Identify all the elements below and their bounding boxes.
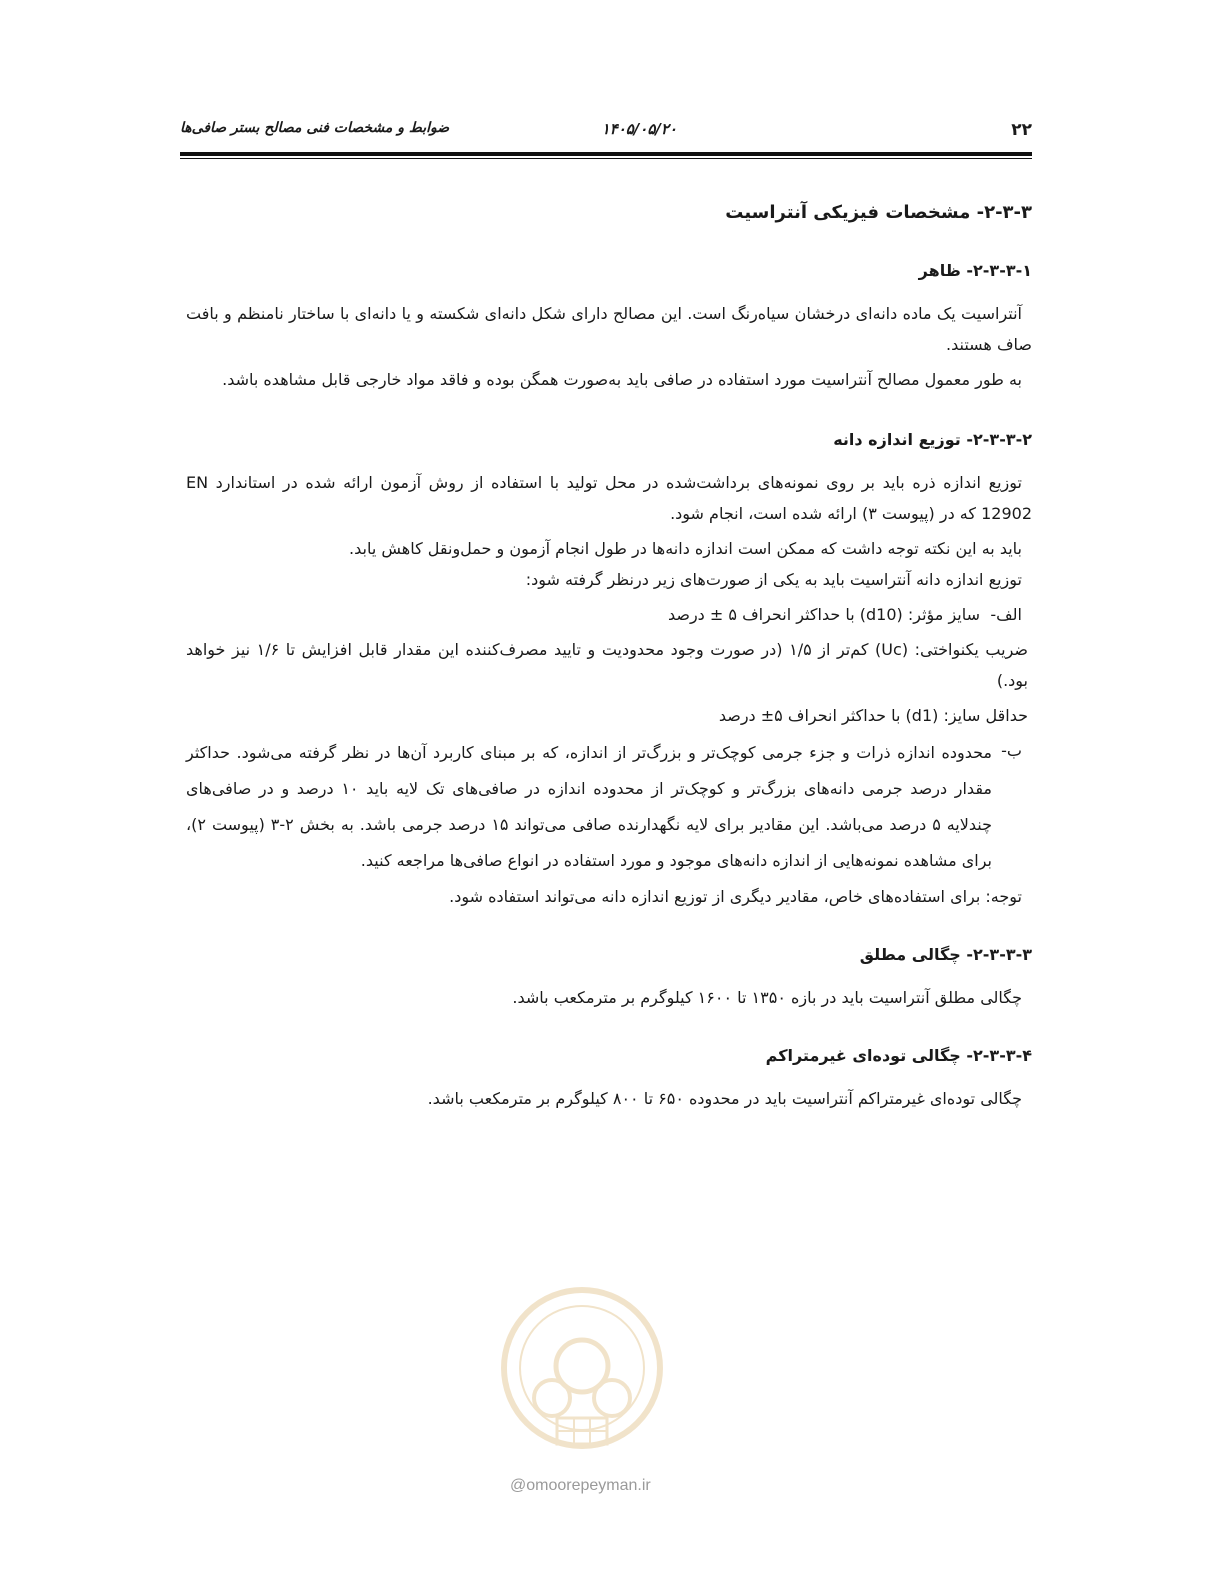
paragraph: توزیع اندازه دانه آنتراسیت باید به یکی از صورت‌های زیر درنظر گرفته شود: <box>525 570 1022 589</box>
list-line: سایز مؤثر: (d10) با حداکثر انحراف ۵ ± درصد <box>667 605 980 624</box>
subsection-heading-absolute-density: ۲-۳-۳-۳- چگالی مطلق <box>859 945 1032 964</box>
subsection-heading-grain-size: ۲-۳-۳-۲- توزیع اندازه دانه <box>833 430 1032 449</box>
document-body <box>186 196 1032 1114</box>
list-item-a <box>186 599 1032 731</box>
paragraph: چگالی مطلق آنتراسیت باید در بازه ۱۳۵۰ تا ۱۶۰۰ کیلوگرم بر مترمکعب باشد. <box>512 988 1022 1007</box>
paragraph-text: که در (پیوست ۳) ارائه شده است، انجام شود. <box>670 504 976 523</box>
list-line: حداقل سایز: (d1) با حداکثر انحراف ۵± درصد <box>718 706 1028 725</box>
header-rule-thick <box>180 152 1032 156</box>
list-item-b <box>186 735 1032 879</box>
paragraph: باید به این نکته توجه داشت که ممکن است اندازه دانه‌ها در طول انجام آزمون و حمل‌ونقل کاهش یابد. <box>349 539 1022 558</box>
page-header <box>180 120 1032 146</box>
paragraph: آنتراسیت یک ماده دانه‌ای درخشان سیاه‌رنگ است. این مصالح دارای شکل دانه‌ای شکسته و یا دانه‌ای با ساختار نامنظم و بافت صاف هستند. <box>186 304 1032 354</box>
paragraph: به طور معمول مصالح آنتراسیت مورد استفاده در صافی باید به‌صورت همگن بوده و فاقد مواد خارجی قابل مشاهده باشد. <box>222 370 1022 389</box>
list-line: ضریب یکنواختی: (Uc) کم‌تر از ۱/۵ (در صورت وجود محدودیت و تایید مصرف‌کننده این مقدار قابل افزایش تا ۱/۶ نیز خواهد بود.) <box>186 640 1029 690</box>
header-date: ۱۴۰۵/۰۵/۲۰ <box>601 120 677 138</box>
paragraph-text: توزیع اندازه ذره باید بر روی نمونه‌های برداشت‌شده در محل تولید با استفاده از روش آزمون ارائه شده در استاندارد <box>215 473 1022 492</box>
watermark-text: @omoorepeyman.ir <box>510 1477 651 1494</box>
paragraph <box>186 467 1032 529</box>
note: توجه: برای استفاده‌های خاص، مقادیر دیگری از توزیع اندازه دانه می‌تواند استفاده شود. <box>449 887 1022 906</box>
section-heading: ۲-۳-۳- مشخصات فیزیکی آنتراسیت <box>725 202 1032 223</box>
list-label: ب- <box>1001 741 1022 760</box>
header-rule-thin <box>180 158 1032 159</box>
subsection-heading-appearance: ۲-۳-۳-۱- ظاهر <box>918 261 1032 280</box>
paragraph: چگالی توده‌ای غیرمتراکم آنتراسیت باید در محدوده ۶۵۰ تا ۸۰۰ کیلوگرم بر مترمکعب باشد. <box>427 1089 1022 1108</box>
watermark-seal <box>497 1268 667 1474</box>
subsection-heading-bulk-density: ۲-۳-۳-۴- چگالی توده‌ای غیرمتراکم <box>765 1046 1032 1065</box>
header-title: ضوابط و مشخصات فنی مصالح بستر صافی‌ها <box>180 120 450 136</box>
list-label: الف- <box>990 605 1022 624</box>
standard-ref: EN 12902 <box>186 473 1032 523</box>
page-number: ۲۲ <box>1011 120 1032 140</box>
list-line: محدوده اندازه ذرات و جزء جرمی کوچک‌تر و بزرگ‌تر از اندازه، که بر مبنای کاربرد آن‌ها در نظر گرفته می‌شود. حداکثر مقدار درصد جرمی دانه‌های بزرگ‌تر و کوچک‌تر از محدوده اندازه در صافی‌های تک لایه باید ۱۰ درصد و در صافی‌های چندلایه ۵ درصد می‌باشد. این مقادیر برای لایه نگهدارنده صافی می‌تواند ۱۵ درصد جرمی باشد. به بخش ۲-۳ (پیوست ۲)، برای مشاهده نمونه‌هایی از اندازه دانه‌های موجود و مورد استفاده در انواع صافی‌ها مراجعه کنید. <box>186 743 992 870</box>
